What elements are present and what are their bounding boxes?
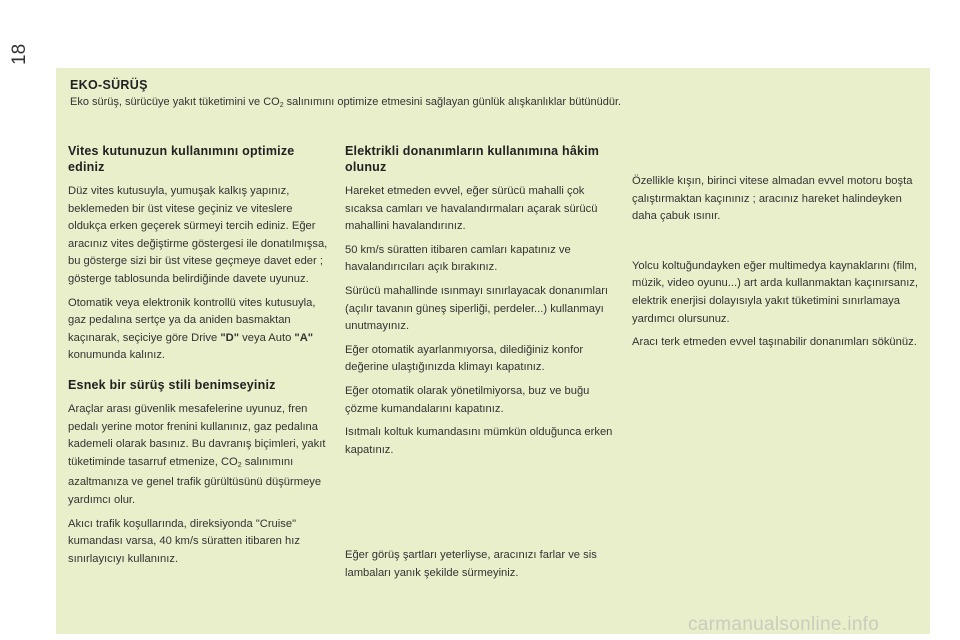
paragraph-multimedia: Yolcu koltuğundayken eğer multimedya kaynaklarını (film, müzik, video oyunu...) art arda kullanmaktan kaçınırsanız, elektrik enerjisi dolayısıyla yakıt tüketimini sınırlamaya yardımcı olursunuz. xyxy=(632,259,919,325)
section-intro xyxy=(70,96,920,109)
paragraph-demist: Eğer otomatik olarak yönetilmiyorsa, buz ve buğu çözme kumandalarını kapatınız. xyxy=(345,384,590,415)
column-additional-tips xyxy=(632,173,927,358)
text-subscript: 2 xyxy=(237,461,242,469)
paragraph-winter-idle: Özellikle kışın, birinci vitese almadan evvel motoru boşta çalıştırmaktan kaçınınız ; aracınız hareket halindeyken daha çabuk ısınır. xyxy=(632,175,913,223)
heading-flexible-driving: Esnek bir sürüş stili benimseyiniz xyxy=(68,377,276,392)
paragraph-cruise-control: Akıcı trafik koşullarında, direksiyonda "Cruise" kumandası varsa, 40 km/s süratten itibaren hız sınırlayıcıyı kullanınız. xyxy=(68,517,300,565)
section-title: EKO-SÜRÜŞ xyxy=(70,78,148,92)
text-fragment: salınımını azaltmanıza ve genel trafik gürültüsünü düşürmeye yardımcı olur. xyxy=(68,455,322,506)
text-fragment: veya Auto xyxy=(239,331,295,344)
paragraph-safe-distance xyxy=(68,401,330,510)
intro-text-post: salınımını optimize etmesini sağlayan günlük alışkanlıklar bütünüdür. xyxy=(283,96,622,108)
heading-electrical: Elektrikli donanımların kullanımına hâkim olunuz xyxy=(345,144,600,174)
text-fragment: konumunda kalınız. xyxy=(68,349,166,362)
text-fragment: Otomatik veya elektronik kontrollü vites kutusuyla, gaz pedalına sertçe ya da aniden basmaktan kaçınarak, seçiciye göre Drive xyxy=(68,296,316,344)
paragraph-sun-blinds: Sürücü mahallinde ısınmayı sınırlayacak donanımları (açılır tavanın güneş siperliği, perdeler...) kullanmayı unutmayınız. xyxy=(345,284,609,333)
paragraph-air-conditioning: Eğer otomatik ayarlanmıyorsa, dilediğiniz konfor değerine ulaştığınızda klimayı kapatınız. xyxy=(345,343,584,374)
intro-text-pre: Eko sürüş, sürücüye yakıt tüketimini ve CO xyxy=(70,96,280,108)
paragraph-manual-gearbox: Düz vites kutusuyla, yumuşak kalkış yapınız, beklemeden bir üst vitese geçiniz ve viteslere oldukça erken geçerek sürmeyi tercih ediniz. Eğer aracınız vites değiştirme göstergesi ile donatılmışsa, bu gösterge sizi bir üst vitese geçmeye davet eder ; gösterge tablosunda belirdiğinde davete uyunuz. xyxy=(68,185,328,285)
paragraph-headlamps: Eğer görüş şartları yeterliyse, aracınızı farlar ve sis lambaları yanık şekilde sürmeyiniz. xyxy=(345,549,597,579)
watermark: carmanualsonline.info xyxy=(688,614,880,635)
intro-subscript: 2 xyxy=(279,102,284,109)
heading-gearbox: Vites kutunuzun kullanımını optimize ediniz xyxy=(68,144,295,174)
paragraph-heated-seats: Isıtmalı koltuk kumandasını mümkün olduğunca erken kapatınız. xyxy=(345,426,613,456)
page-number: 18 xyxy=(9,43,30,65)
column-gear-and-driving xyxy=(68,143,330,574)
text-auto-mode: "A" xyxy=(294,331,314,344)
paragraph-ventilate: Hareket etmeden evvel, eğer sürücü mahalli çok sıcaksa camları ve havalandırmaları açarak sürücü mahallini havalandırınız. xyxy=(345,185,598,233)
paragraph-portable-devices: Aracı terk etmeden evvel taşınabilir donanımları sökünüz. xyxy=(632,336,917,349)
text-drive-mode: "D" xyxy=(220,331,240,344)
column-electrical-equipment xyxy=(345,143,617,589)
paragraph-close-windows: 50 km/s süratten itibaren camları kapatınız ve havalandırıcıları açık bırakınız. xyxy=(345,243,571,274)
paragraph-automatic-gearbox xyxy=(68,295,330,365)
text-fragment: Araçlar arası güvenlik mesafelerine uyunuz, fren pedalı yerine motor frenini kullanınız, gaz pedalına kademeli olarak basınız. Bu davranış biçimleri, yakıt tüketiminde tasarruf etmenize, CO xyxy=(68,402,326,468)
